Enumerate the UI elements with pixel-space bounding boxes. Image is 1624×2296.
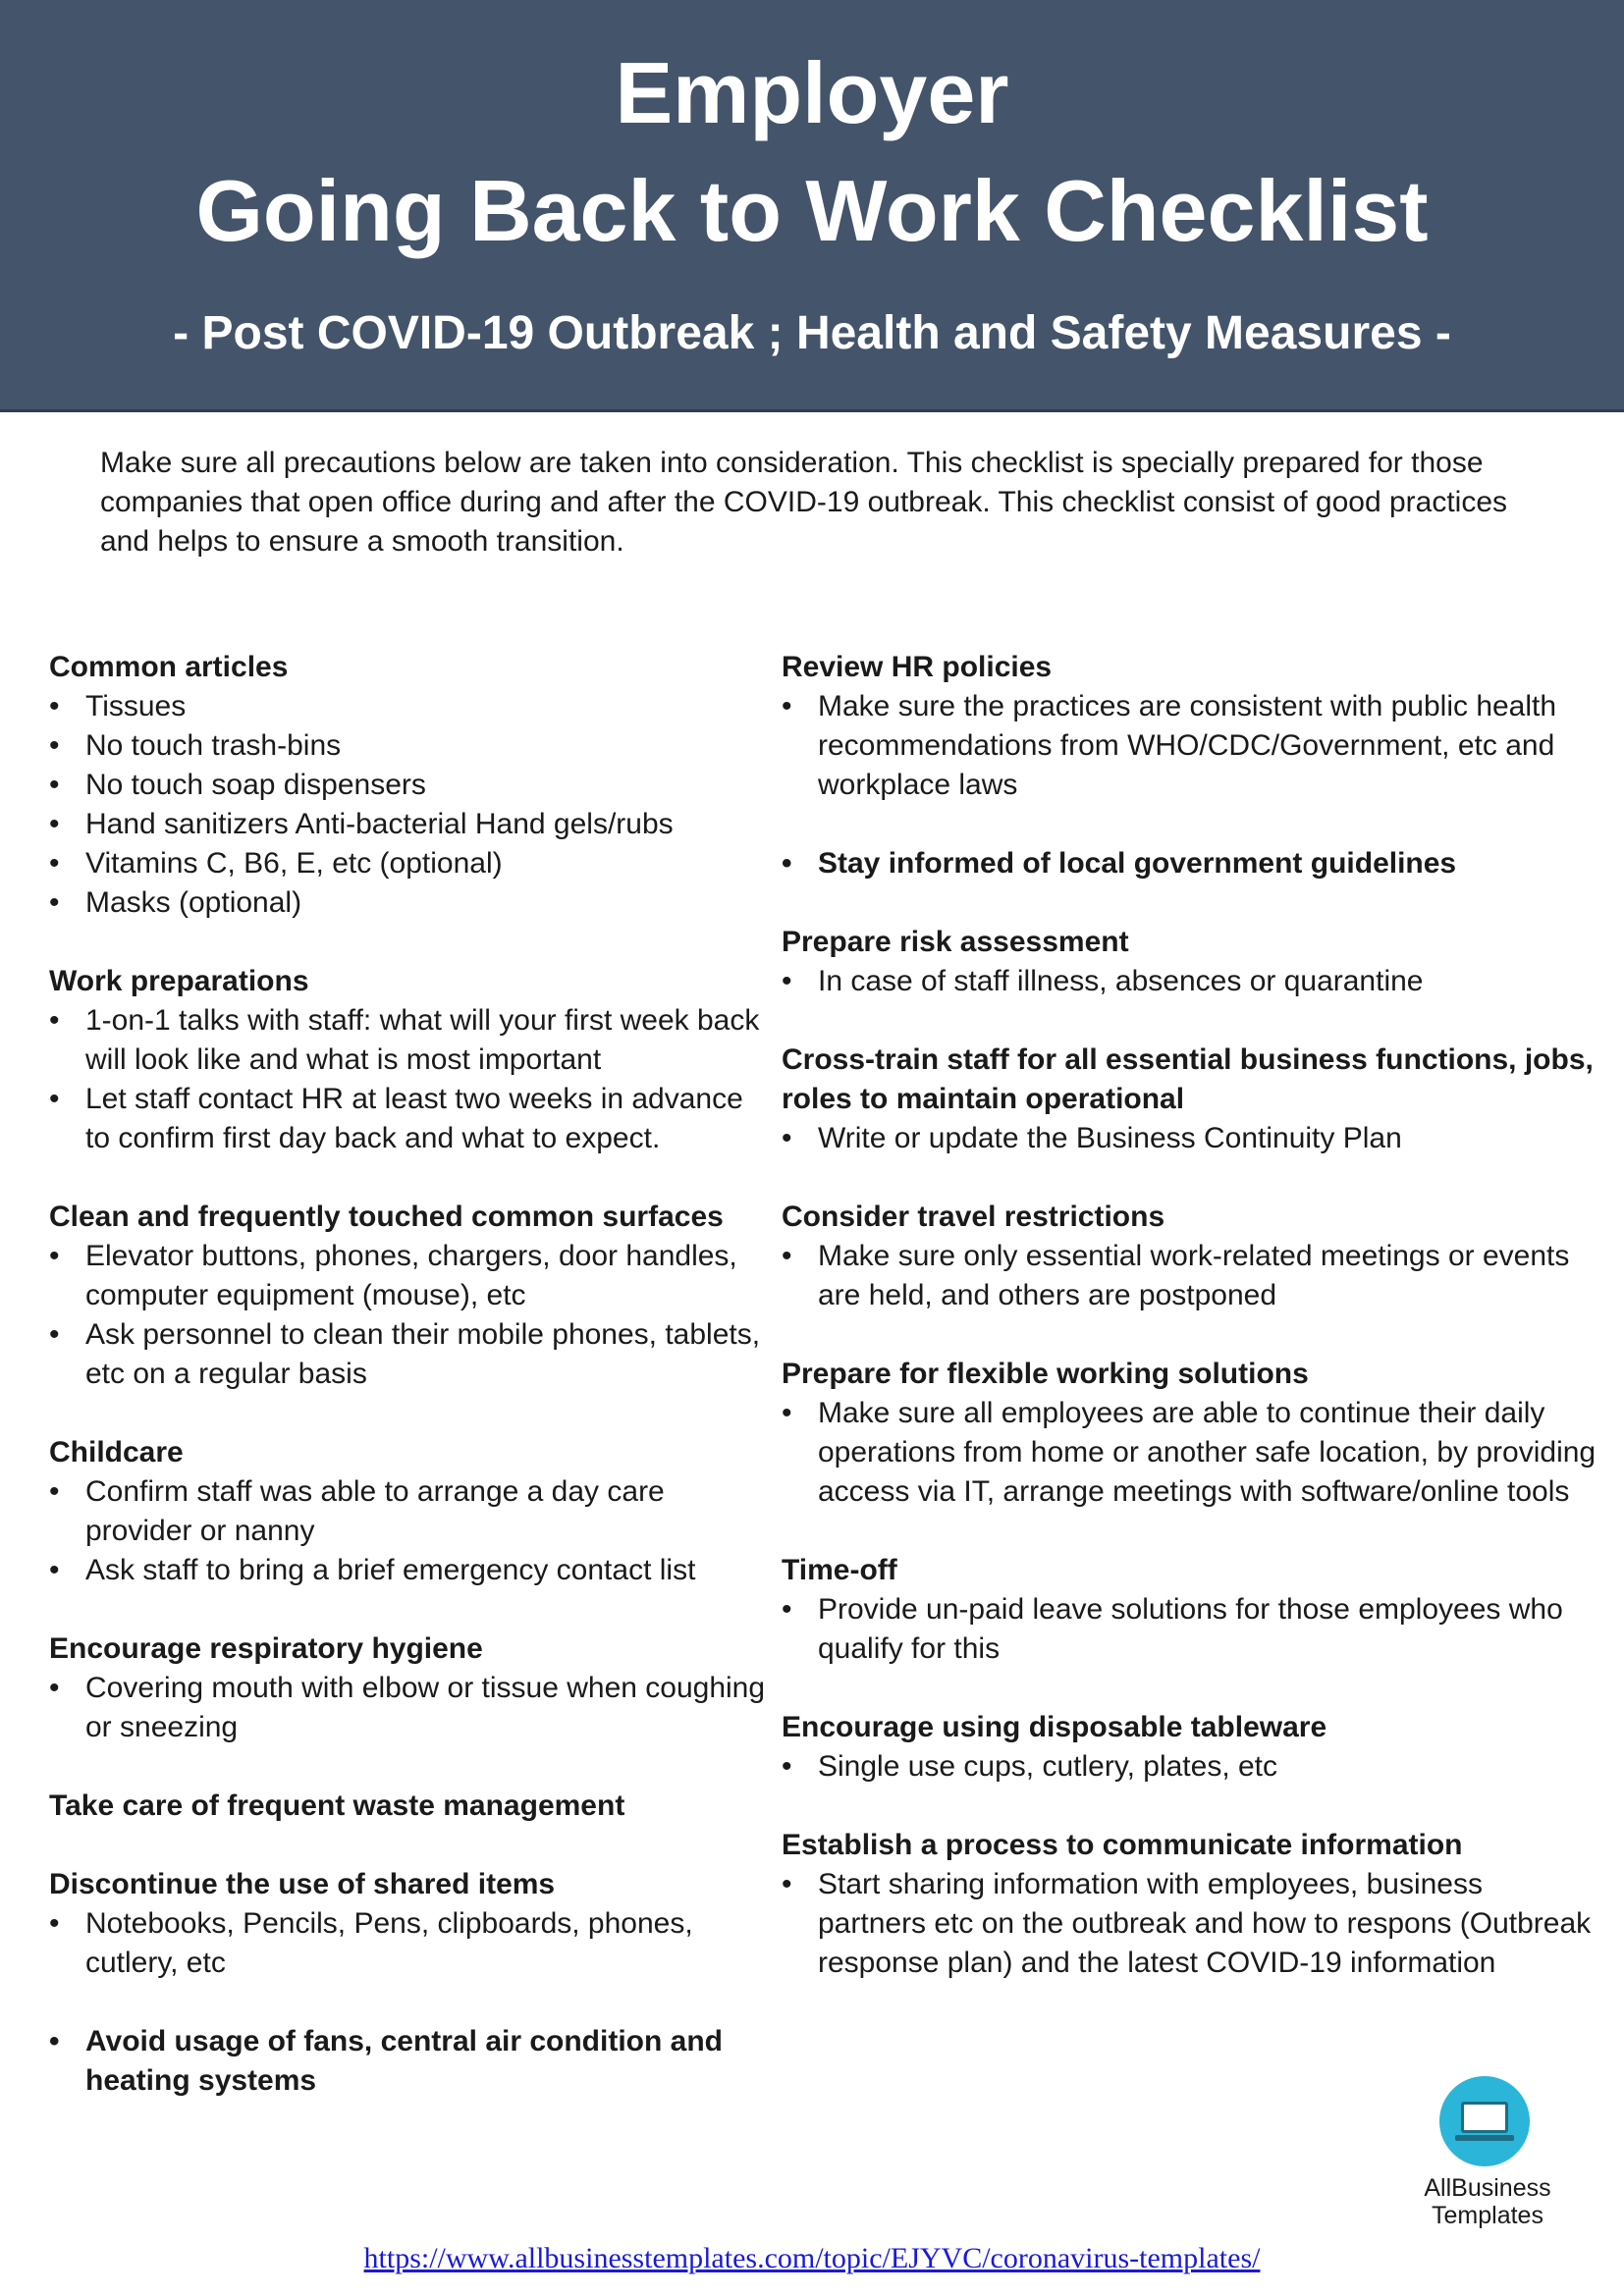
checklist	[49, 1669, 776, 1747]
checklist	[782, 687, 1597, 805]
intro-line: and helps to ensure a smooth transition.	[100, 525, 624, 558]
checklist	[49, 1237, 776, 1394]
section-title: Time-off	[782, 1554, 897, 1586]
section-disposable-tableware	[782, 1708, 1597, 1787]
section-stay-informed	[782, 844, 1597, 883]
laptop-base	[1455, 2135, 1514, 2141]
checklist	[49, 2022, 776, 2101]
section-communicate-information	[782, 1826, 1597, 1983]
section-title: Clean and frequently touched common surfaces	[49, 1201, 724, 1233]
left-column	[49, 648, 776, 2140]
laptop-icon	[1461, 2102, 1508, 2133]
list-item: • Tissues	[49, 687, 776, 726]
list-item: • In case of staff illness, absences or quarantine	[782, 962, 1597, 1001]
section-title: Establish a process to communicate information	[782, 1829, 1463, 1861]
checklist	[49, 687, 776, 923]
list-item: • Confirm staff was able to arrange a day care provider or nanny	[49, 1472, 776, 1551]
intro-line: companies that open office during and after the COVID-19 outbreak. This checklist consist of good practices	[100, 486, 1508, 518]
section-travel-restrictions	[782, 1198, 1597, 1315]
section-title: Consider travel restrictions	[782, 1201, 1165, 1233]
title-line-1: Employer	[615, 44, 1009, 141]
list-item: • Make sure the practices are consistent with public health recommendations from WHO/CDC/Government, etc and workplace laws	[782, 687, 1597, 805]
section-title: Take care of frequent waste management	[49, 1789, 625, 1822]
list-item: • Let staff contact HR at least two weeks in advance to confirm first day back and what to expect.	[49, 1080, 776, 1158]
section-title: Encourage respiratory hygiene	[49, 1632, 483, 1665]
section-waste-management	[49, 1787, 776, 1826]
checklist	[782, 844, 1597, 883]
section-clean-surfaces	[49, 1198, 776, 1394]
list-item: • No touch soap dispensers	[49, 766, 776, 805]
logo-line: Templates	[1432, 2202, 1543, 2229]
section-common-articles	[49, 648, 776, 923]
checklist	[782, 1119, 1597, 1158]
list-item: • Single use cups, cutlery, plates, etc	[782, 1747, 1597, 1787]
checklist	[49, 1904, 776, 1983]
logo-line: AllBusiness	[1424, 2174, 1551, 2202]
title-line-2: Going Back to Work Checklist	[195, 162, 1429, 259]
checklist	[782, 1865, 1597, 1983]
section-title: Common articles	[49, 651, 289, 683]
list-item: • Make sure all employees are able to continue their daily operations from home or another safe location, by providing access via IT, arrange meetings with software/online tools	[782, 1394, 1597, 1512]
right-column	[782, 648, 1597, 2022]
intro-line: Make sure all precautions below are taken into consideration. This checklist is specially prepared for those	[100, 447, 1484, 479]
section-title: Prepare for flexible working solutions	[782, 1358, 1309, 1390]
list-item: • Elevator buttons, phones, chargers, door handles, computer equipment (mouse), etc	[49, 1237, 776, 1315]
checklist	[49, 1472, 776, 1590]
intro-paragraph	[100, 444, 1534, 561]
section-childcare	[49, 1433, 776, 1590]
list-item: • Start sharing information with employees, business partners etc on the outbreak and how to respons (Outbreak response plan) and the latest COVID-19 information	[782, 1865, 1597, 1983]
section-hr-policies	[782, 648, 1597, 805]
list-item: • Avoid usage of fans, central air condition and heating systems	[49, 2022, 776, 2101]
list-item: • Vitamins C, B6, E, etc (optional)	[49, 844, 776, 883]
section-title: Prepare risk assessment	[782, 926, 1129, 958]
list-item: • Make sure only essential work-related meetings or events are held, and others are postponed	[782, 1237, 1597, 1315]
page-header	[0, 0, 1624, 412]
section-cross-train	[782, 1041, 1597, 1158]
list-item: • Masks (optional)	[49, 883, 776, 923]
section-title: Work preparations	[49, 965, 309, 997]
section-title: Encourage using disposable tableware	[782, 1711, 1327, 1743]
section-shared-items	[49, 1865, 776, 1983]
section-title: Childcare	[49, 1436, 184, 1468]
list-item: • Provide un-paid leave solutions for those employees who qualify for this	[782, 1590, 1597, 1669]
checklist	[49, 1001, 776, 1158]
checklist	[782, 1394, 1597, 1512]
section-work-preparations	[49, 962, 776, 1158]
logo-circle	[1439, 2076, 1530, 2166]
section-title: Cross-train staff for all essential business functions, jobs, roles to maintain operational	[782, 1043, 1594, 1115]
subtitle: - Post COVID-19 Outbreak ; Health and Safety Measures -	[173, 307, 1451, 359]
list-item: • Notebooks, Pencils, Pens, clipboards, phones, cutlery, etc	[49, 1904, 776, 1983]
list-item: • Hand sanitizers Anti-bacterial Hand gels/rubs	[49, 805, 776, 844]
list-item: • 1-on-1 talks with staff: what will your first week back will look like and what is most important	[49, 1001, 776, 1080]
list-item: • Write or update the Business Continuity Plan	[782, 1119, 1597, 1158]
checklist	[782, 1747, 1597, 1787]
section-time-off	[782, 1551, 1597, 1669]
checklist	[782, 962, 1597, 1001]
checklist	[782, 1590, 1597, 1669]
section-title: Discontinue the use of shared items	[49, 1868, 556, 1900]
allbusiness-templates-logo	[1414, 2076, 1561, 2229]
section-flexible-working	[782, 1355, 1597, 1512]
footer-url-link[interactable]: https://www.allbusinesstemplates.com/topic/EJYVC/coronavirus-templates/	[363, 2242, 1261, 2274]
section-respiratory-hygiene	[49, 1629, 776, 1747]
section-title: Review HR policies	[782, 651, 1053, 683]
list-item: • Covering mouth with elbow or tissue when coughing or sneezing	[49, 1669, 776, 1747]
checklist	[782, 1237, 1597, 1315]
section-avoid-fans	[49, 2022, 776, 2101]
section-risk-assessment	[782, 923, 1597, 1001]
list-item: • Stay informed of local government guidelines	[782, 844, 1597, 883]
list-item: • No touch trash-bins	[49, 726, 776, 766]
logo-text	[1404, 2174, 1571, 2229]
list-item: • Ask personnel to clean their mobile phones, tablets, etc on a regular basis	[49, 1315, 776, 1394]
list-item: • Ask staff to bring a brief emergency contact list	[49, 1551, 776, 1590]
